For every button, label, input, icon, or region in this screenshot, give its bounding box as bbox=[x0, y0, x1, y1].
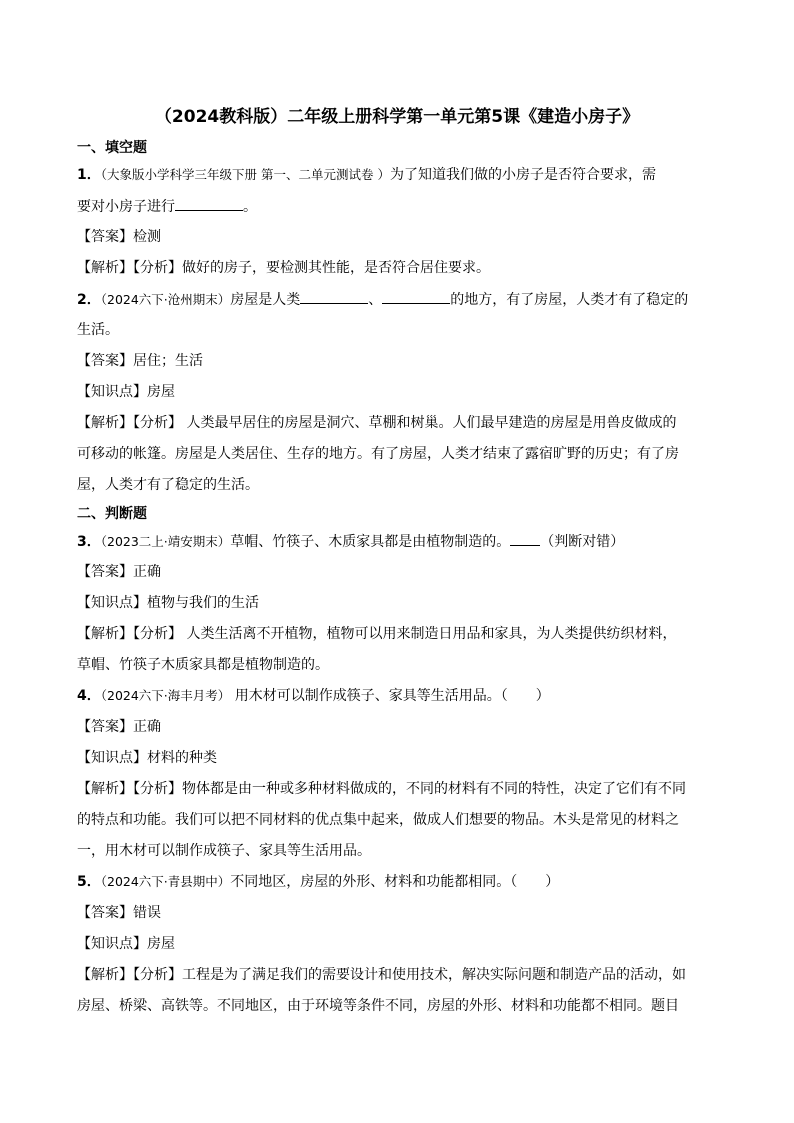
q1-line-1 bbox=[77, 165, 717, 185]
q2-answer: 【答案】居住；生活 bbox=[77, 353, 203, 369]
answer-label: 【答案】 bbox=[77, 229, 133, 245]
q5-answer: 【答案】错误 bbox=[77, 905, 161, 921]
q2-blank-2[interactable] bbox=[382, 289, 450, 304]
q2-number: 2． bbox=[77, 292, 101, 308]
q2-analysis-1: 【解析】【分析】 人类最早居住的房屋是洞穴、草棚和树巢。人们最早建造的房屋是用兽皮做成的 bbox=[77, 415, 677, 431]
q1-answer-value: 检测 bbox=[133, 229, 161, 245]
q3-point: 【知识点】植物与我们的生活 bbox=[77, 595, 259, 611]
q1-text: 为了知道我们做的小房子是否符合要求，需 bbox=[389, 167, 656, 183]
q2-analysis-3: 屋，人类才有了稳定的生活。 bbox=[77, 477, 259, 493]
q3-number: 3． bbox=[77, 534, 101, 550]
q2-line-1: 2．（2024六下·沧州期末）房屋是人类 、 的地方，有了房屋，人类才有了稳定的 bbox=[77, 289, 717, 310]
q5-source: （2024六下·青县期中） bbox=[100, 874, 231, 889]
q3-analysis-2: 草帽、竹筷子木质家具都是植物制造的。 bbox=[77, 657, 329, 673]
q2-blank-1[interactable] bbox=[300, 289, 368, 304]
q1-line-2: 要对小房子进行 。 bbox=[77, 196, 717, 217]
q2-analysis-2: 可移动的帐篷。房屋是人类居住、生存的地方。有了房屋，人类才结束了露宿旷野的历史；有了房 bbox=[77, 446, 679, 462]
q1-number: 1． bbox=[77, 167, 101, 183]
q1-blank[interactable] bbox=[175, 196, 243, 211]
q3-answer: 【答案】正确 bbox=[77, 564, 161, 580]
q3-line-1: 3．（2023二上·靖安期末）草帽、竹筷子、木质家具都是由植物制造的。 （判断对错） bbox=[77, 531, 717, 552]
q3-source: （2023二上·靖安期末） bbox=[100, 534, 231, 549]
q2-point: 【知识点】房屋 bbox=[77, 384, 175, 400]
q4-source: （2024六下·海丰月考） bbox=[100, 688, 231, 703]
q4-analysis-3: 一，用木材可以制作成筷子、家具等生活用品。 bbox=[77, 843, 371, 859]
q5-analysis-2: 房屋、桥梁、高铁等。不同地区，由于环境等条件不同，房屋的外形、材料和功能都不相同。题目 bbox=[77, 998, 679, 1014]
q4-answer: 【答案】正确 bbox=[77, 719, 161, 735]
q1-analysis: 【解析】【分析】做好的房子，要检测其性能，是否符合居住要求。 bbox=[77, 260, 490, 276]
q3-blank[interactable] bbox=[510, 531, 540, 546]
q4-analysis-2: 的特点和功能。我们可以把不同材料的优点集中起来，做成人们想要的物品。木头是常见的材料之 bbox=[77, 812, 679, 828]
q5-point: 【知识点】房屋 bbox=[77, 936, 175, 952]
q4-analysis-1: 【解析】【分析】物体都是由一种或多种材料做成的，不同的材料有不同的特性，决定了它们有不同 bbox=[77, 781, 686, 797]
q1-text-2: 要对小房子进行 bbox=[77, 199, 175, 215]
section-fill-blank: 一、填空题 bbox=[77, 140, 147, 156]
q1-source: （大象版小学科学三年级下册 第一、二单元测试卷 ） bbox=[100, 167, 390, 182]
q3-analysis-1: 【解析】【分析】 人类生活离不开植物，植物可以用来制造日用品和家具，为人类提供纺织材料， bbox=[77, 626, 677, 642]
q5-line-1: 5．（2024六下·青县期中）不同地区，房屋的外形、材料和功能都相同。（ ） bbox=[77, 874, 560, 890]
q5-number: 5． bbox=[77, 874, 101, 890]
q4-line-1: 4．（2024六下·海丰月考） 用木材可以制作成筷子、家具等生活用品。（ ） bbox=[77, 688, 550, 704]
section-true-false: 二、判断题 bbox=[77, 506, 147, 522]
q4-point: 【知识点】材料的种类 bbox=[77, 750, 217, 766]
q2-source: （2024六下·沧州期末） bbox=[100, 292, 231, 307]
q4-number: 4． bbox=[77, 688, 101, 704]
page-title: （2024教科版）二年级上册科学第一单元第5课《建造小房子》 bbox=[154, 107, 640, 127]
q2-line-2: 生活。 bbox=[77, 322, 119, 338]
q1-answer bbox=[77, 227, 717, 247]
q5-analysis-1: 【解析】【分析】工程是为了满足我们的需要设计和使用技术，解决实际问题和制造产品的活动，如 bbox=[77, 967, 686, 983]
